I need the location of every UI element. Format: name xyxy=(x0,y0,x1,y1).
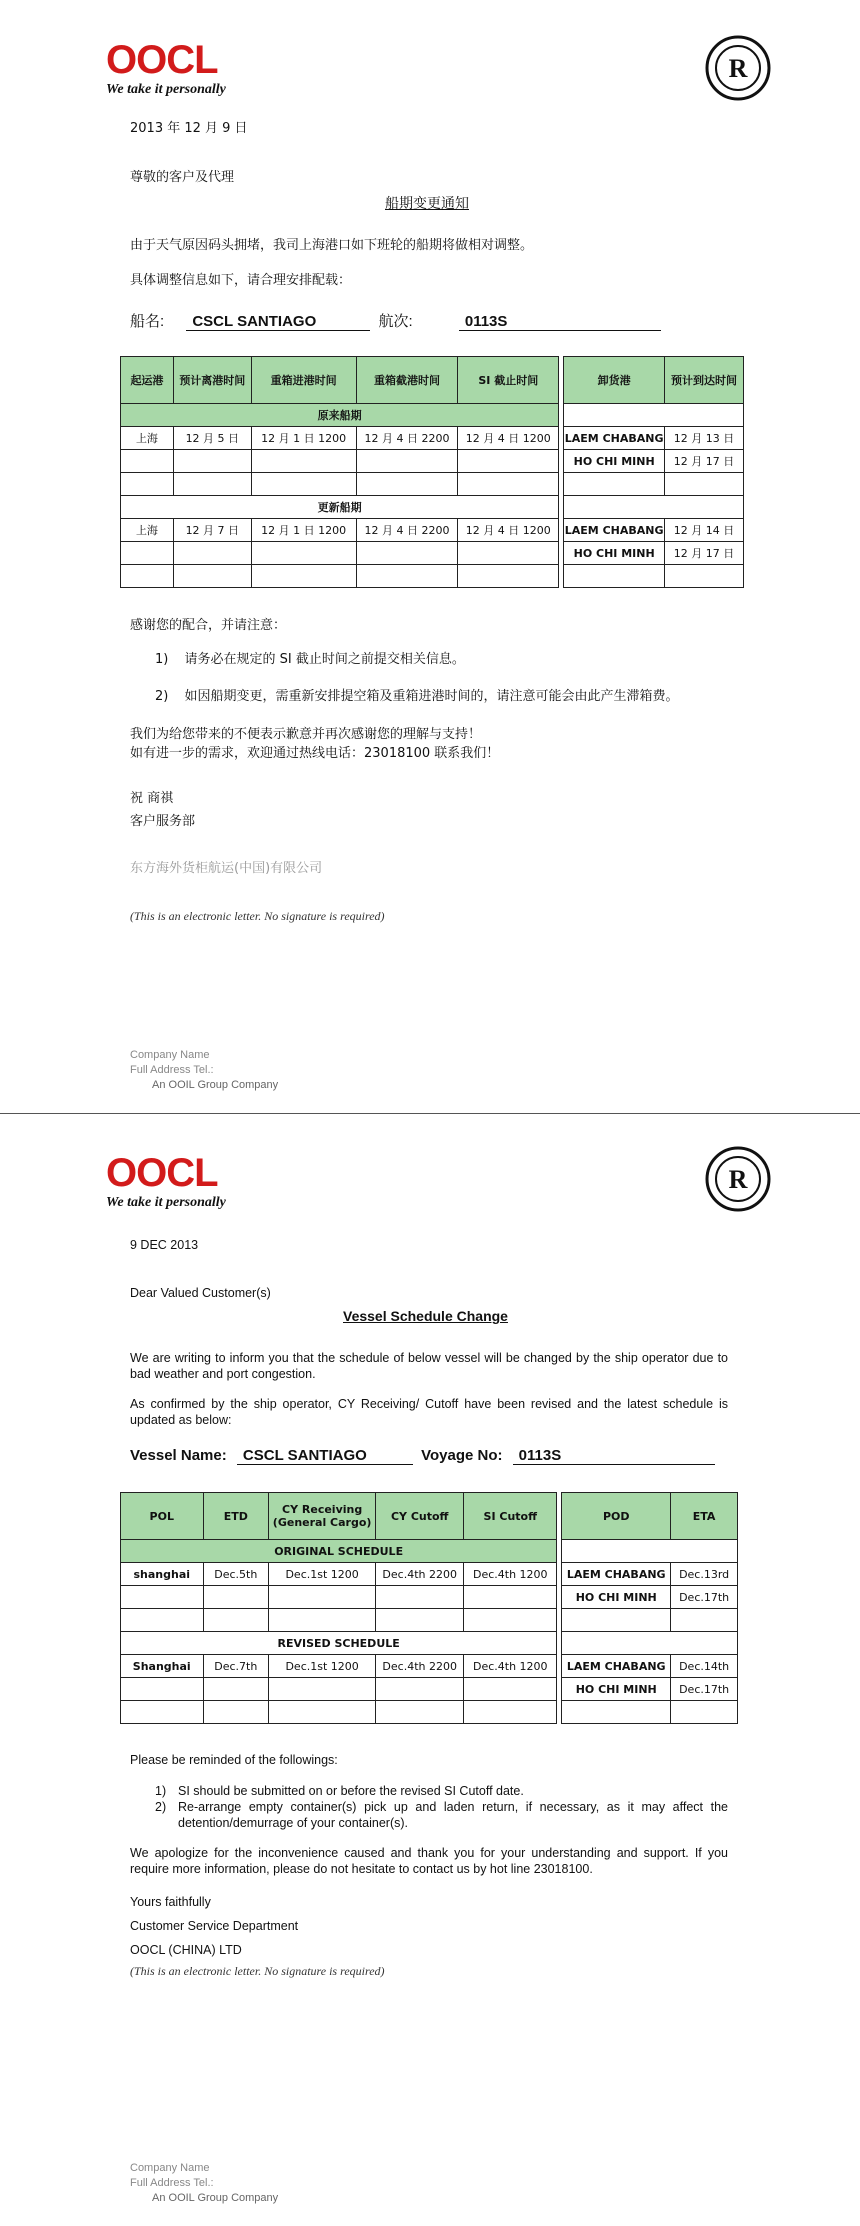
table-cell xyxy=(269,1678,376,1701)
table-cell: 12 月 4 日 1200 xyxy=(458,519,559,542)
table-cell xyxy=(376,1586,464,1609)
cn-note1-text: 请务必在规定的 SI 截止时间之前提交相关信息。 xyxy=(184,652,465,667)
en-apology: We apologize for the inconvenience caused and thank you for your understanding and support. If you require more information, please do not hesitate to contact us by hot line 23018100. xyxy=(130,1846,728,1876)
table-header-cell: 起运港 xyxy=(121,357,174,404)
cn-note2-num: 2) xyxy=(155,689,169,704)
table-row xyxy=(121,450,744,473)
table-cell xyxy=(173,565,251,588)
table-row xyxy=(121,1609,738,1632)
table-cell xyxy=(376,1678,464,1701)
table-cell: 12 月 14 日 xyxy=(665,519,744,542)
table-row xyxy=(121,1678,738,1701)
table-cell xyxy=(203,1609,269,1632)
table-cell: Dec.1st 1200 xyxy=(269,1655,376,1678)
footer-1 xyxy=(130,1048,278,1093)
table-cell: 上海 xyxy=(121,519,174,542)
en-closing: Yours faithfully xyxy=(130,1895,211,1909)
table-cell xyxy=(564,404,744,427)
table-section-row xyxy=(121,496,744,519)
table-cell: 12 月 17 日 xyxy=(665,450,744,473)
table-header-cell: 预计到达时间 xyxy=(665,357,744,404)
cn-thanks: 感谢您的配合，并请注意： xyxy=(130,618,287,633)
cn-vessel-value: CSCL SANTIAGO xyxy=(186,313,370,331)
table-cell: 上海 xyxy=(121,427,174,450)
en-note2-num: 2) xyxy=(155,1800,167,1814)
table-cell xyxy=(665,565,744,588)
table-cell xyxy=(464,1586,557,1609)
table-row xyxy=(121,473,744,496)
table-cell xyxy=(269,1609,376,1632)
table-cell xyxy=(121,1678,204,1701)
table-cell xyxy=(121,1701,204,1724)
cn-voyage-value: 0113S xyxy=(459,313,661,331)
table-cell xyxy=(251,542,356,565)
oocl-logo-text: OOCL xyxy=(106,38,218,82)
registered-seal-icon-2 xyxy=(705,1146,771,1212)
table-cell xyxy=(562,1632,738,1655)
footer-2 xyxy=(130,2161,278,2206)
table-header-cell: 重箱截港时间 xyxy=(356,357,458,404)
table-cell xyxy=(356,450,458,473)
table-row xyxy=(121,1563,738,1586)
oocl-logo-text-2: OOCL xyxy=(106,1151,218,1195)
cn-date: 2013 年 12 月 9 日 xyxy=(130,121,248,136)
table-cell xyxy=(121,1586,204,1609)
table-section-label: ORIGINAL SCHEDULE xyxy=(121,1540,557,1563)
en-electronic-note: (This is an electronic letter. No signature is required) xyxy=(130,1964,385,1978)
cn-note1 xyxy=(155,651,465,669)
table-cell xyxy=(121,1609,204,1632)
table-cell xyxy=(356,565,458,588)
table-header-cell: ETA xyxy=(671,1493,738,1540)
table-header-row xyxy=(121,357,744,404)
table-header-cell: 重箱进港时间 xyxy=(251,357,356,404)
table-cell xyxy=(356,473,458,496)
table-cell xyxy=(458,565,559,588)
table-cell: Dec.4th 2200 xyxy=(376,1563,464,1586)
en-reminder: Please be reminded of the followings: xyxy=(130,1753,338,1767)
table-section-row xyxy=(121,1540,738,1563)
table-section-label: 更新船期 xyxy=(121,496,559,519)
table-row xyxy=(121,427,744,450)
table-cell: HO CHI MINH xyxy=(564,542,665,565)
table-cell xyxy=(665,473,744,496)
table-cell xyxy=(464,1609,557,1632)
en-salutation: Dear Valued Customer(s) xyxy=(130,1286,271,1300)
table-cell: shanghai xyxy=(121,1563,204,1586)
table-header-cell: SI Cutoff xyxy=(464,1493,557,1540)
table-row xyxy=(121,565,744,588)
table-cell: Dec.1st 1200 xyxy=(269,1563,376,1586)
table-cell xyxy=(251,473,356,496)
table-section-row xyxy=(121,1632,738,1655)
cn-vessel-row xyxy=(130,310,750,331)
en-note2 xyxy=(155,1799,728,1831)
cn-dept: 客户服务部 xyxy=(130,814,196,829)
table-cell: Shanghai xyxy=(121,1655,204,1678)
table-cell xyxy=(376,1609,464,1632)
table-header-cell: CY Receiving (General Cargo) xyxy=(269,1493,376,1540)
svg-text:R: R xyxy=(728,1165,748,1194)
table-cell: 12 月 4 日 1200 xyxy=(458,427,559,450)
table-cell: 12 月 1 日 1200 xyxy=(251,427,356,450)
cn-para2: 具体调整信息如下，请合理安排配载： xyxy=(130,273,352,288)
table-cell xyxy=(564,473,665,496)
table-cell: Dec.14th xyxy=(671,1655,738,1678)
en-note1-num: 1) xyxy=(155,1784,167,1798)
footer-group: An OOIL Group Company xyxy=(152,1079,279,1091)
table-cell xyxy=(203,1586,269,1609)
cn-company: 东方海外货柜航运(中国)有限公司 xyxy=(130,861,323,876)
cn-note2-text: 如因船期变更，需重新安排提空箱及重箱进港时间的，请注意可能会由此产生滞箱费。 xyxy=(184,689,679,704)
table-section-label: REVISED SCHEDULE xyxy=(121,1632,557,1655)
table-cell: LAEM CHABANG xyxy=(564,427,665,450)
table-cell: Dec.4th 1200 xyxy=(464,1655,557,1678)
en-vessel-label: Vessel Name: xyxy=(130,1447,227,1464)
en-note1-text: SI should be submitted on or before the revised SI Cutoff date. xyxy=(178,1784,524,1798)
table-cell: Dec.5th xyxy=(203,1563,269,1586)
table-cell: 12 月 5 日 xyxy=(173,427,251,450)
table-cell: LAEM CHABANG xyxy=(562,1563,671,1586)
table-cell: LAEM CHABANG xyxy=(562,1655,671,1678)
table-cell xyxy=(121,542,174,565)
table-cell xyxy=(376,1701,464,1724)
en-vessel-value: CSCL SANTIAGO xyxy=(237,1447,413,1465)
table-cell: Dec.17th xyxy=(671,1586,738,1609)
table-cell: 12 月 4 日 2200 xyxy=(356,427,458,450)
en-para2: As confirmed by the ship operator, CY Receiving/ Cutoff have been revised and the latest schedule is updated as below: xyxy=(130,1397,728,1427)
table-row xyxy=(121,519,744,542)
en-date: 9 DEC 2013 xyxy=(130,1238,199,1252)
cn-apology2: 如有进一步的需求，欢迎通过热线电话：23018100 联系我们！ xyxy=(130,746,500,761)
table-cell xyxy=(251,565,356,588)
table-header-cell: SI 截止时间 xyxy=(458,357,559,404)
footer-address: Full Address Tel.: xyxy=(130,1064,214,1076)
cn-regards: 祝 商祺 xyxy=(130,791,174,806)
table-cell: Dec.17th xyxy=(671,1678,738,1701)
table-row xyxy=(121,542,744,565)
table-cell xyxy=(458,450,559,473)
table-header-cell: ETD xyxy=(203,1493,269,1540)
table-header-cell: 卸货港 xyxy=(564,357,665,404)
table-cell xyxy=(173,473,251,496)
table-cell: HO CHI MINH xyxy=(562,1678,671,1701)
en-company: OOCL (CHINA) LTD xyxy=(130,1943,242,1957)
table-header-cell: POD xyxy=(562,1493,671,1540)
table-cell xyxy=(564,496,744,519)
table-row xyxy=(121,1655,738,1678)
table-section-label: 原来船期 xyxy=(121,404,559,427)
table-cell: Dec.4th 1200 xyxy=(464,1563,557,1586)
en-voyage-value: 0113S xyxy=(513,1447,715,1465)
table-cell xyxy=(671,1701,738,1724)
table-cell xyxy=(269,1586,376,1609)
table-cell xyxy=(564,565,665,588)
table-cell xyxy=(203,1701,269,1724)
table-cell: Dec.4th 2200 xyxy=(376,1655,464,1678)
table-cell: 12 月 13 日 xyxy=(665,427,744,450)
table-cell xyxy=(269,1701,376,1724)
cn-note1-num: 1) xyxy=(155,652,169,667)
table-cell: 12 月 4 日 2200 xyxy=(356,519,458,542)
logo-tagline: We take it personally xyxy=(106,82,226,97)
en-note2-text: Re-arrange empty container(s) pick up and laden return, if necessary, as it may affect the detention/demurrage of your container(s). xyxy=(178,1800,728,1830)
footer-group-2: An OOIL Group Company xyxy=(152,2192,279,2204)
table-cell: 12 月 1 日 1200 xyxy=(251,519,356,542)
table-cell xyxy=(458,473,559,496)
cn-vessel-label: 船名: xyxy=(130,313,165,330)
oocl-logo-2 xyxy=(106,1153,256,1223)
table-cell xyxy=(251,450,356,473)
table-cell xyxy=(121,450,174,473)
table-section-row xyxy=(121,404,744,427)
table-cell xyxy=(458,542,559,565)
table-cell: 12 月 17 日 xyxy=(665,542,744,565)
en-title: Vessel Schedule Change xyxy=(343,1308,508,1324)
cn-apology1: 我们为给您带来的不便表示歉意并再次感谢您的理解与支持！ xyxy=(130,727,482,742)
table-row xyxy=(121,1586,738,1609)
table-cell xyxy=(173,542,251,565)
en-voyage-label: Voyage No: xyxy=(421,1447,503,1464)
table-cell xyxy=(121,565,174,588)
page-divider xyxy=(0,1113,860,1114)
logo-tagline-2: We take it personally xyxy=(106,1195,226,1210)
table-cell: Dec.7th xyxy=(203,1655,269,1678)
cn-electronic-note: (This is an electronic letter. No signature is required) xyxy=(130,909,385,923)
table-cell xyxy=(562,1609,671,1632)
table-cell xyxy=(173,450,251,473)
cn-note2 xyxy=(155,688,679,706)
table-cell xyxy=(562,1701,671,1724)
en-dept: Customer Service Department xyxy=(130,1919,299,1933)
footer-company-2: Company Name xyxy=(130,2162,210,2174)
oocl-logo xyxy=(106,40,256,110)
table-cell xyxy=(121,473,174,496)
table-cell: HO CHI MINH xyxy=(562,1586,671,1609)
table-cell: LAEM CHABANG xyxy=(564,519,665,542)
table-row xyxy=(121,1701,738,1724)
svg-text:R: R xyxy=(728,54,748,83)
registered-seal-icon xyxy=(705,35,771,101)
table-cell xyxy=(671,1609,738,1632)
en-note1 xyxy=(155,1783,728,1799)
footer-address-2: Full Address Tel.: xyxy=(130,2177,214,2189)
table-cell: HO CHI MINH xyxy=(564,450,665,473)
cn-voyage-label: 航次: xyxy=(378,313,413,330)
table-cell: Dec.13rd xyxy=(671,1563,738,1586)
table-header-cell: 预计离港时间 xyxy=(173,357,251,404)
table-cell xyxy=(562,1540,738,1563)
en-vessel-row xyxy=(130,1447,750,1465)
footer-company: Company Name xyxy=(130,1049,210,1061)
cn-salutation: 尊敬的客户及代理 xyxy=(130,170,235,185)
table-cell xyxy=(464,1701,557,1724)
table-header-row xyxy=(121,1493,738,1540)
table-header-cell: POL xyxy=(121,1493,204,1540)
table-cell xyxy=(203,1678,269,1701)
cn-schedule-table xyxy=(120,356,744,588)
cn-title: 船期变更通知 xyxy=(385,196,469,212)
en-schedule-table xyxy=(120,1492,738,1724)
en-para1: We are writing to inform you that the schedule of below vessel will be changed by the ship operator due to bad weather and port congestion. xyxy=(130,1351,728,1381)
table-cell xyxy=(356,542,458,565)
cn-para1: 由于天气原因码头拥堵，我司上海港口如下班轮的船期将做相对调整。 xyxy=(130,238,534,253)
table-cell: 12 月 7 日 xyxy=(173,519,251,542)
table-header-cell: CY Cutoff xyxy=(376,1493,464,1540)
table-cell xyxy=(464,1678,557,1701)
